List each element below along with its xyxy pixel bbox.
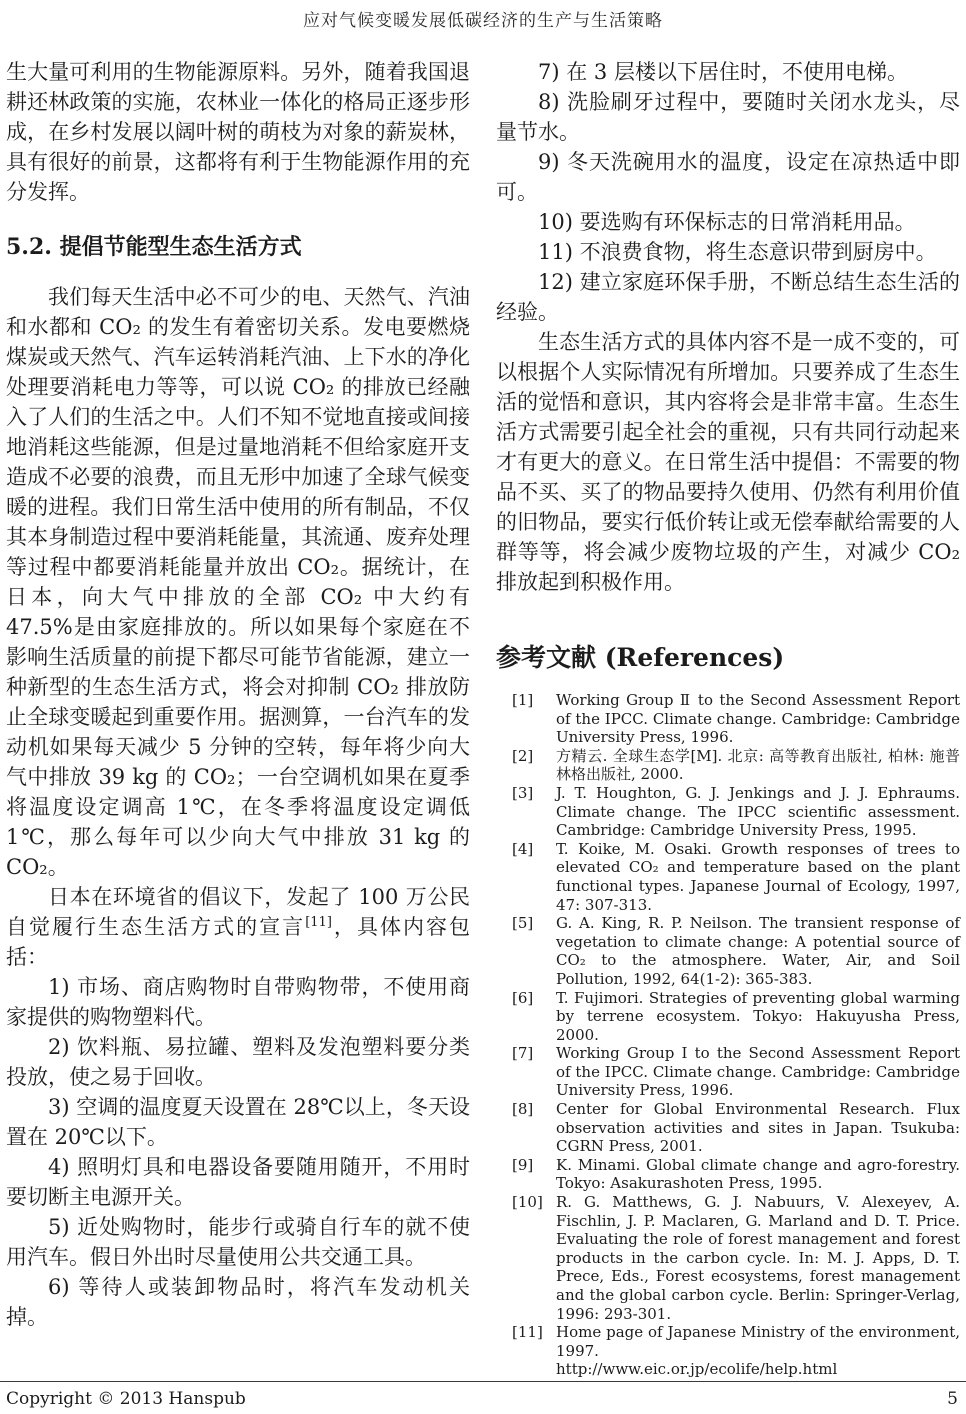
footer-rule (0, 1381, 966, 1382)
page-number: 5 (947, 1389, 958, 1409)
reference-item (512, 784, 960, 840)
reference-text: T. Koike, M. Osaki. Growth responses of trees to elevated CO₂ and temperature based on the plant functional types. Japanese Journal of Ecology, 1997, 47: 307-313. (556, 839, 960, 914)
reference-item (512, 1156, 960, 1193)
reference-item (512, 1323, 960, 1379)
list-item-2: 2) 饮料瓶、易拉罐、塑料及发泡塑料要分类投放，使之易于回收。 (6, 1035, 470, 1089)
reference-item (512, 747, 960, 784)
reference-label: [2] (512, 746, 534, 765)
declaration-text-before: 日本在环境省的倡议下，发起了 100 万公民自觉履行生态生活方式的宣言 (6, 885, 470, 939)
list-item-11: 11) 不浪费食物，将生态意识带到厨房中。 (538, 240, 937, 264)
list-item-7: 7) 在 3 层楼以下居住时，不使用电梯。 (538, 60, 908, 84)
list-item-8: 8) 洗脸刷牙过程中，要随时关闭水龙头，尽量节水。 (496, 90, 960, 144)
reference-label: [5] (512, 914, 534, 933)
reference-item (512, 840, 960, 914)
citation-marker-11: [11] (305, 915, 332, 930)
list-item-12: 12) 建立家庭环保手册，不断总结生态生活的经验。 (496, 270, 960, 324)
reference-text: J. T. Houghton, G. J. Jenkings and J. J. Ephraums. Climate change. The IPCC scientific assessment. Cambridge: Cambridge University Press, 1995. (556, 783, 960, 840)
references-heading-zh: 参考文献 (496, 643, 597, 672)
section-heading-5-2 (6, 233, 470, 262)
references-heading (496, 643, 960, 673)
reference-label: [11] (512, 1323, 543, 1342)
reference-label: [1] (512, 691, 534, 709)
paragraph-eco-lifestyle: 生态生活方式的具体内容不是一成不变的，可以根据个人实际情况有所增加。只要养成了生态生活的觉悟和意识，其内容将会是非常丰富。生态生活方式需要引起全社会的重视，只有共同行动起来才有更大的意义。在日常生活中提倡：不需要的物品不买、买了的物品要持久使用、仍然有利用价值的旧物品，要实行低价转让或无偿奉献给需要的人群等等，将会减少废物垃圾的产生，对减少 CO₂ 排放起到积极作用。 (496, 330, 960, 594)
right-column (496, 57, 960, 1379)
reference-text (556, 1323, 960, 1379)
reference-item (512, 914, 960, 988)
references-list (496, 691, 960, 1379)
reference-item (512, 1044, 960, 1100)
copyright-text: Copyright © 2013 Hanspub (6, 1389, 246, 1409)
running-header: 应对气候变暖发展低碳经济的生产与生活策略 (303, 11, 663, 31)
list-item-4: 4) 照明灯具和电器设备要随用随开，不用时要切断主电源开关。 (6, 1155, 470, 1209)
reference-text: G. A. King, R. P. Neilson. The transient response of vegetation to climate change: A potential source of CO₂ to the atmosphere. Water, Air, and Soil Pollution, 1992, 64(1-2): 365-383. (556, 914, 960, 988)
reference-label: [6] (512, 988, 534, 1007)
reference-text: 方精云. 全球生态学[M]. 北京: 高等教育出版社, 柏林: 施普林格出版社, 2000. (556, 746, 960, 784)
reference-label: [8] (512, 1100, 534, 1119)
declaration-text-after: ，具体内容包括： (6, 915, 471, 969)
reference-text: Center for Global Environmental Research. Flux observation activities and sites in Japan. Tsukuba: CGRN Press, 2001. (556, 1100, 960, 1156)
reference-item (512, 1193, 960, 1323)
two-column-layout (6, 57, 960, 1379)
reference-item (512, 989, 960, 1045)
left-column (6, 57, 470, 1379)
reference-text: T. Fujimori. Strategies of preventing global warming by terrene ecosystem. Tokyo: Hakuyusha Press, 2000. (556, 988, 960, 1044)
reference-label: [7] (512, 1044, 534, 1063)
reference-item (512, 691, 960, 747)
reference-text: Working Group Ⅱ to the Second Assessment Report of the IPCC. Climate change. Cambridge: Cambridge University Press, 1996. (556, 691, 960, 747)
paragraph-bioenergy-continuation: 生大量可利用的生物能源原料。另外，随着我国退耕还林政策的实施，农林业一体化的格局正逐步形成，在乡村发展以阔叶树的萌枝为对象的薪炭林，具有很好的前景，这都将有利于生物能源作用的充分发挥。 (6, 60, 470, 204)
references-heading-en: (References) (596, 643, 785, 672)
list-item-6: 6) 等待人或装卸物品时，将汽车发动机关掉。 (6, 1275, 470, 1329)
list-item-1: 1) 市场、商店购物时自带购物带，不使用商家提供的购物塑料代。 (6, 975, 470, 1029)
reference-item (512, 1100, 960, 1156)
reference-label: [3] (512, 783, 534, 802)
reference-label: [10] (512, 1193, 543, 1212)
list-item-5: 5) 近处购物时，能步行或骑自行车的就不使用汽车。假日外出时尽量使用公共交通工具。 (6, 1215, 470, 1269)
list-item-10: 10) 要选购有环保标志的日常消耗用品。 (538, 210, 916, 234)
reference-label: [9] (512, 1155, 534, 1174)
paragraph-japan-declaration (6, 882, 470, 972)
section-number: 5.2. (6, 234, 52, 260)
reference-text: K. Minami. Global climate change and agro-forestry. Tokyo: Asakurashoten Press, 1995. (556, 1155, 960, 1193)
list-item-9: 9) 冬天洗碗用水的温度，设定在凉热适中即可。 (496, 150, 960, 204)
paragraph-energy-co2: 我们每天生活中必不可少的电、天然气、汽油和水都和 CO₂ 的发生有着密切关系。发电要燃烧煤炭或天然气、汽车运转消耗汽油、上下水的净化处理要消耗电力等等，可以说 CO₂ 的排放已经融入了人们的生活之中。人们不知不觉地直接或间接地消耗这些能源，但是过量地消耗不但给家庭开支造成不必要的浪费，而且无形中加速了全球气候变暖的进程。我们日常生活中使用的所有制品，不仅其本身制造过程中要消耗能量，其流通、废弃处理等过程中都要消耗能量并放出 CO₂。据统计，在日本，向大气中排放的全部 CO₂ 中大约有 47.5%是由家庭排放的。所以如果每个家庭在不影响生活质量的前提下都尽可能节省能源，建立一种新型的生态生活方式，将会对抑制 CO₂ 排放防止全球变暖起到重要作用。据测算，一台汽车的发动机如果每天减少 5 分钟的空转，每年将少向大气中排放 39 kg 的 CO₂；一台空调机如果在夏季将温度设定调高 1℃，在冬季将温度设定调低 1℃，那么每年可以少向大气中排放 31 kg 的 CO₂。 (6, 285, 470, 879)
reference-label: [4] (512, 839, 534, 858)
reference-text-line: Home page of Japanese Ministry of the environment, 1997. (556, 1323, 960, 1360)
reference-url: http://www.eic.or.jp/ecolife/help.html (556, 1360, 838, 1379)
section-title: 提倡节能型生态生活方式 (59, 235, 302, 260)
page-footer (6, 1389, 958, 1409)
list-item-3: 3) 空调的温度夏天设置在 28℃以上，冬天设置在 20℃以下。 (6, 1095, 470, 1149)
reference-text: Working Group I to the Second Assessment Report of the IPCC. Climate change. Cambridge: Cambridge University Press, 1996. (556, 1044, 960, 1100)
reference-text: R. G. Matthews, G. J. Nabuurs, V. Alexeyev, A. Fischlin, J. P. Maclaren, G. Marland and D. T. Price. Evaluating the role of forest management and forest products in the carbon cycle. In: M. J. Apps, D. T. Prece, Eds., Forest ecosystems, forest management and the global carbon cycle. Berlin: Springer-Verlag, 1996: 293-301. (556, 1193, 960, 1323)
